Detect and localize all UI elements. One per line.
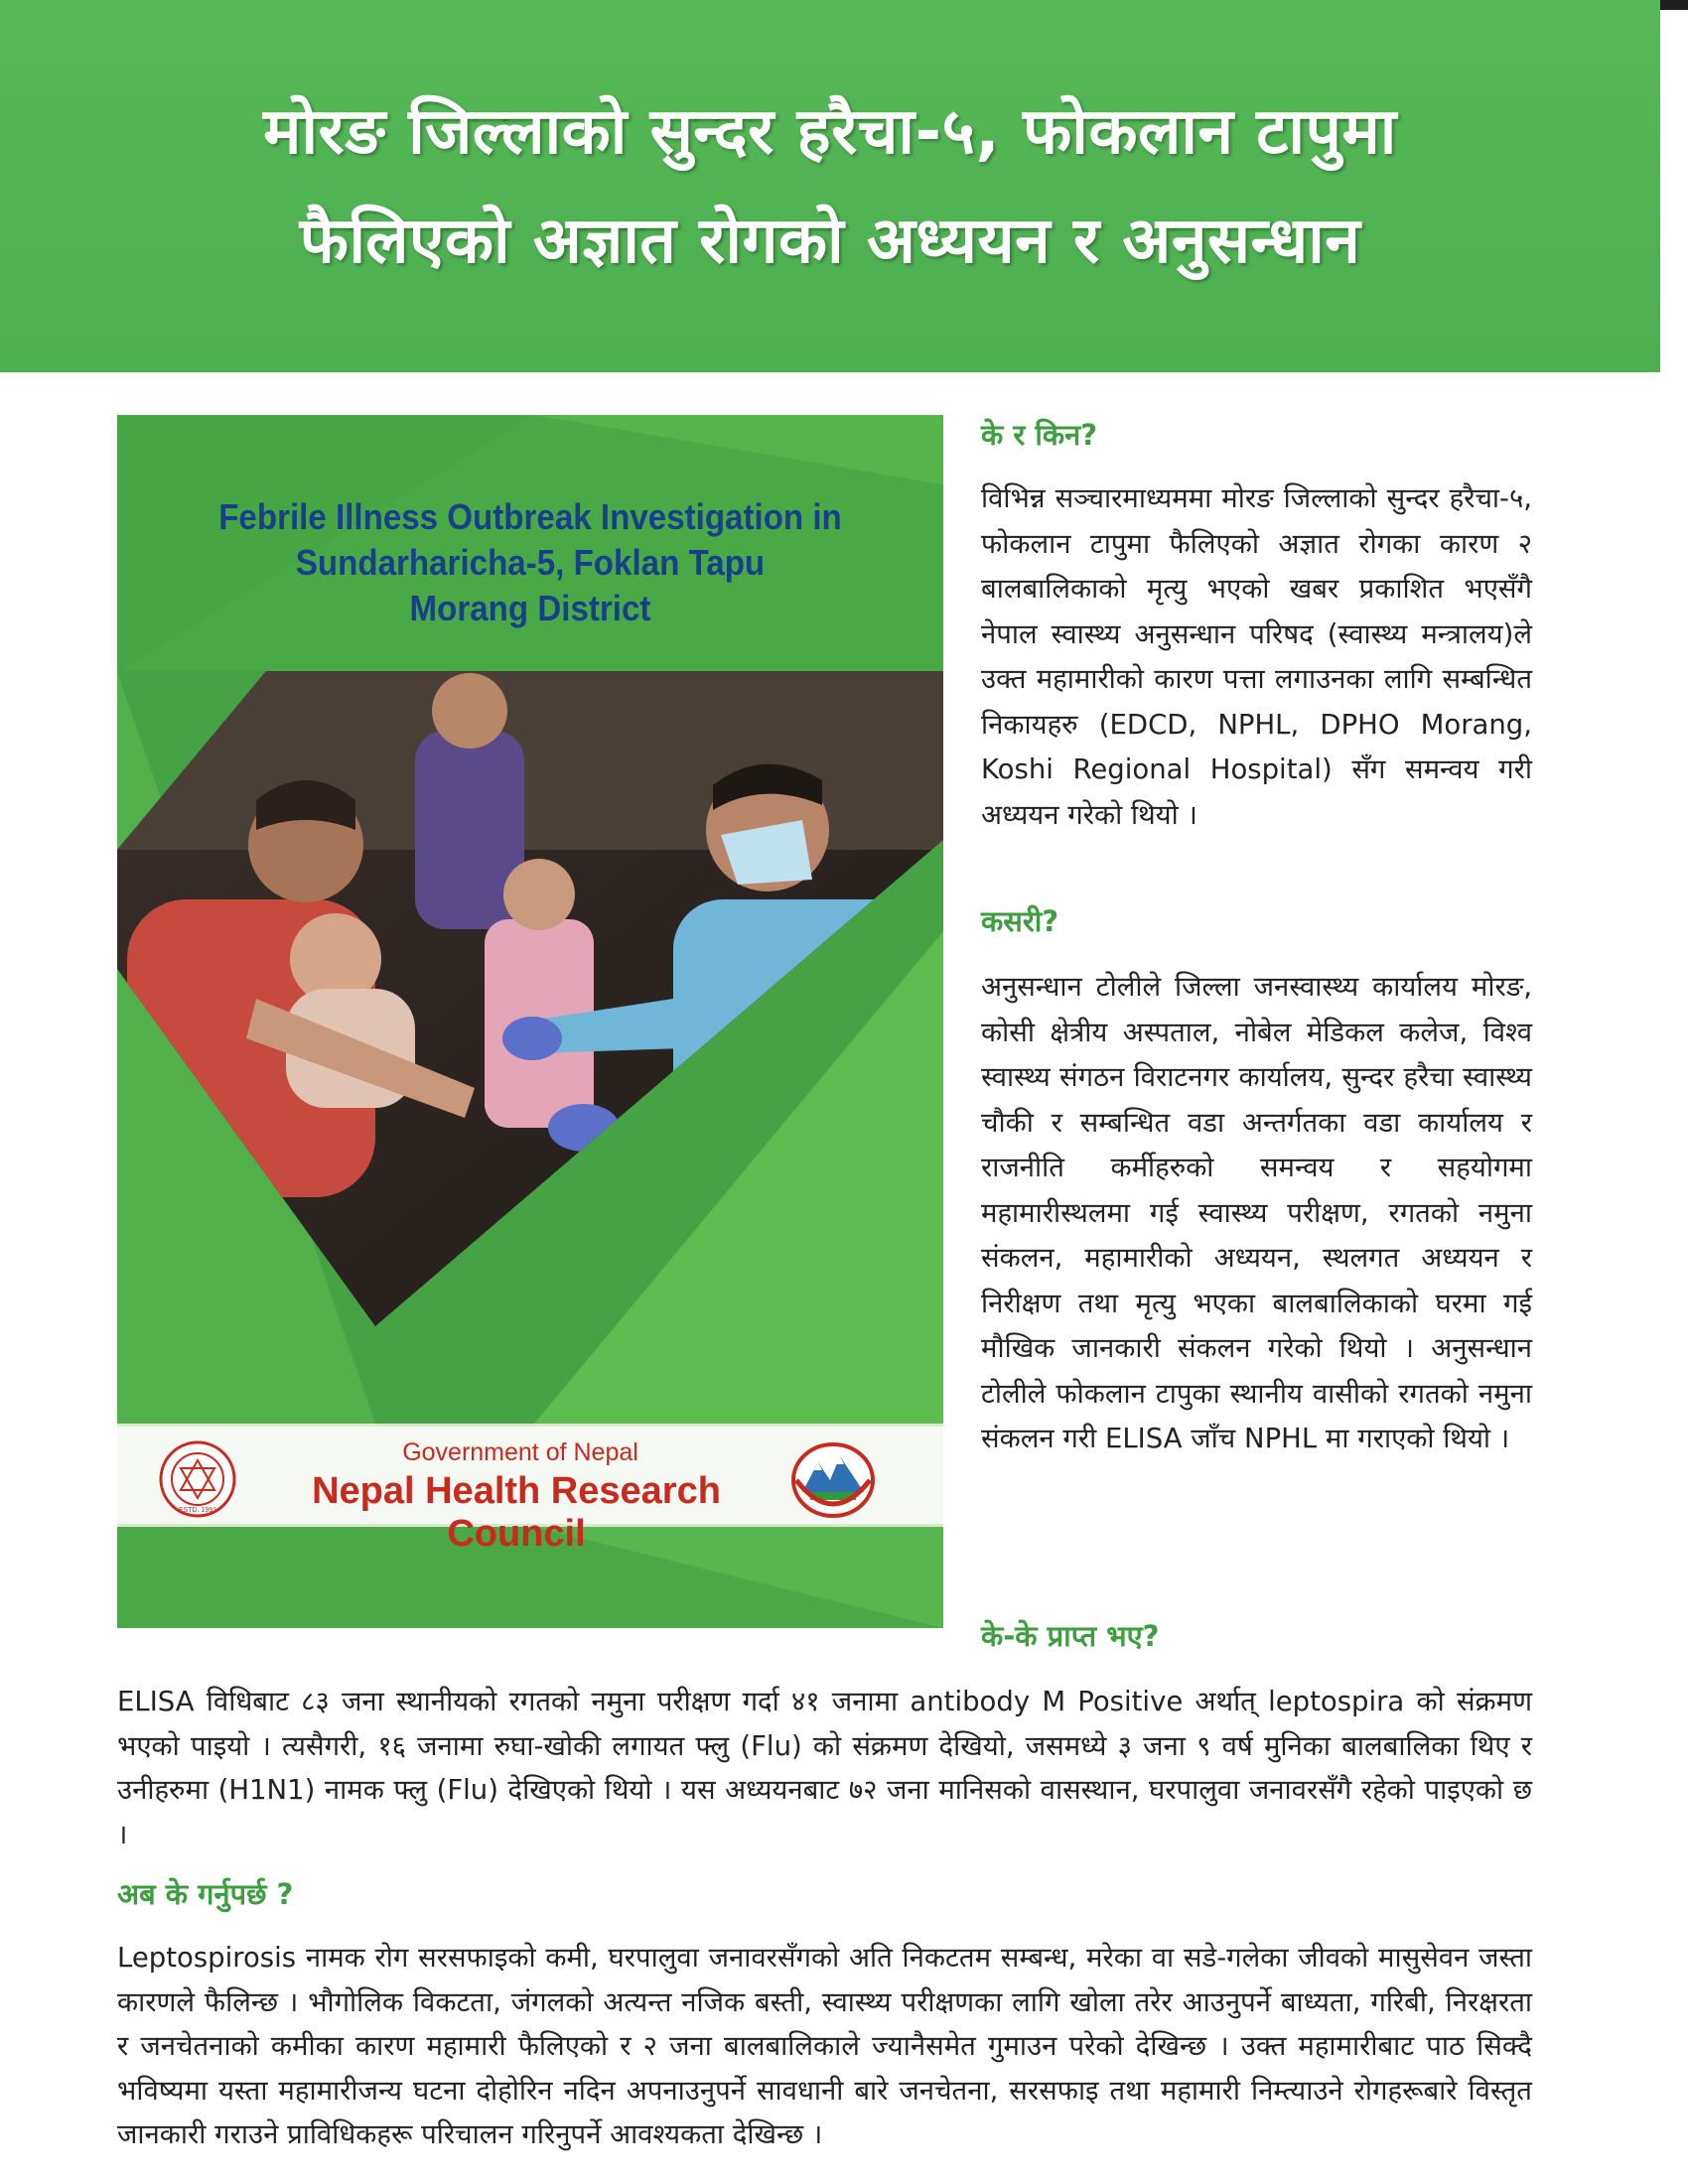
section-how bbox=[981, 965, 1532, 1462]
cover-title-line-1: Febrile Illness Outbreak Investigation in bbox=[218, 496, 842, 537]
nepal-emblem-logo bbox=[788, 1436, 878, 1520]
section-heading-findings: के-के प्राप्त भए? bbox=[981, 1619, 1160, 1653]
section-heading-what-why: के र किन? bbox=[981, 418, 1098, 452]
section-next-steps bbox=[117, 1936, 1532, 2157]
council-name-label: Nepal Health Research Council bbox=[312, 1470, 721, 1555]
field-examination-photo bbox=[117, 671, 943, 1326]
header-banner bbox=[0, 0, 1660, 372]
seal-text: ESTD. 1991 bbox=[178, 1507, 217, 1514]
section-next-steps-body: Leptospirosis नामक रोग सरसफाइको कमी, घरपालुवा जनावरसँगको अति निकटतम सम्बन्ध, मरेका वा सडे-गलेका जीवको मासुसेवन जस्ता कारणले फैलिन्छ । भौगोलिक विकटता, जंगलको अत्यन्त नजिक बस्ती, स्वास्थ्य परीक्षणका लागि खोला तरेर आउनुपर्ने बाध्यता, गरिबी, निरक्षरता र जनचेतनाको कमीका कारण महामारी फैलिएको र २ जना बालबालिकाले ज्यानैसमेत गुमाउन परेको देखिन्छ । उक्त महामारीबाट पाठ सिक्दै भविष्यमा यस्ता महामारीजन्य घटना दोहोरिन नदिन अपनाउनुपर्ने सावधानी बारे जनचेतना, सरसफाइ तथा महामारी निम्त्याउने रोगहरूबारे विस्तृत जानकारी गराउने प्राविधिकहरू परिचालन गरिनुपर्ने आवश्यकता देखिन्छ । bbox=[117, 1942, 1532, 2150]
section-findings bbox=[117, 1680, 1532, 1856]
section-how-body: अनुसन्धान टोलीले जिल्ला जनस्वास्थ्य कार्यालय मोरङ, कोसी क्षेत्रीय अस्पताल, नोबेल मेडिकल कलेज, विश्व स्वास्थ्य संगठन विराटनगर कार्यालय, सुन्दर हरैचा स्वास्थ्य चौकी र सम्बन्धित वडा अन्तर्गतका वडा कार्यालय र राजनीति कर्मीहरुको समन्वय र सहयोगमा महामारीस्थलमा गई स्वास्थ्य परीक्षण, रगतको नमुना संकलन, महामारीको अध्ययन, स्थलगत अध्ययन र निरीक्षण तथा मृत्यु भएका बालबालिकाको घरमा गई मौखिक जानकारी संकलन गरेको थियो । अनुसन्धान टोलीले फोकलान टापुका स्थानीय वासीको रगतको नमुना संकलन गरी ELISA जाँच NPHL मा गराएको थियो । bbox=[981, 971, 1532, 1454]
cover-title-line-2: Sundarharicha-5, Foklan Tapu bbox=[295, 542, 766, 583]
cover-footer-band bbox=[117, 1424, 943, 1555]
nhrc-seal-logo bbox=[159, 1440, 236, 1518]
section-what-why bbox=[981, 477, 1532, 838]
section-what-why-body: विभिन्न सञ्चारमाध्यममा मोरङ जिल्लाको सुन्दर हरैचा-५, फोकलान टापुमा फैलिएको अज्ञात रोगका कारण २ बालबालिकाको मृत्यु भएको खबर प्रकाशित भएसँगै नेपाल स्वास्थ्य अनुसन्धान परिषद (स्वास्थ्य मन्त्रालय)ले उक्त महामारीको कारण पत्ता लगाउनका लागि सम्बन्धित निकायहरु (EDCD, NPHL, DPHO Morang, Koshi Regional Hospital) सँग समन्वय गरी अध्ययन गरेको थियो । bbox=[981, 482, 1532, 831]
government-of-nepal-label: Government of Nepal bbox=[402, 1438, 638, 1466]
header-title-line-1: मोरङ जिल्लाको सुन्दर हरैचा-५, फोकलान टापुमा bbox=[263, 94, 1397, 169]
cover-title-line-3: Morang District bbox=[409, 588, 651, 628]
cover-title bbox=[187, 494, 874, 631]
section-heading-how: कसरी? bbox=[981, 904, 1059, 938]
report-cover-image bbox=[117, 415, 943, 1628]
section-heading-next-steps: अब के गर्नुपर्छ ? bbox=[117, 1877, 294, 1911]
header-title-line-2: फैलिएको अज्ञात रोगको अध्ययन र अनुसन्धान bbox=[299, 204, 1361, 278]
section-findings-body: ELISA विधिबाट ८३ जना स्थानीयको रगतको नमुना परीक्षण गर्दा ४१ जनामा antibody M Positive अर्थात् leptospira को संक्रमण भएको पाइयो । त्यसैगरी, १६ जनामा रुघा-खोकी लगायत फ्लु (Flu) को संक्रमण देखियो, जसमध्ये ३ जना ९ वर्ष मुनिका बालबालिका थिए र उनीहरुमा (H1N1) नामक फ्लु (Flu) देखिएको थियो । यस अध्ययनबाट ७२ जना मानिसको वासस्थान, घरपालुवा जनावरसँगै रहेको पाइएको छ । bbox=[117, 1686, 1532, 1850]
